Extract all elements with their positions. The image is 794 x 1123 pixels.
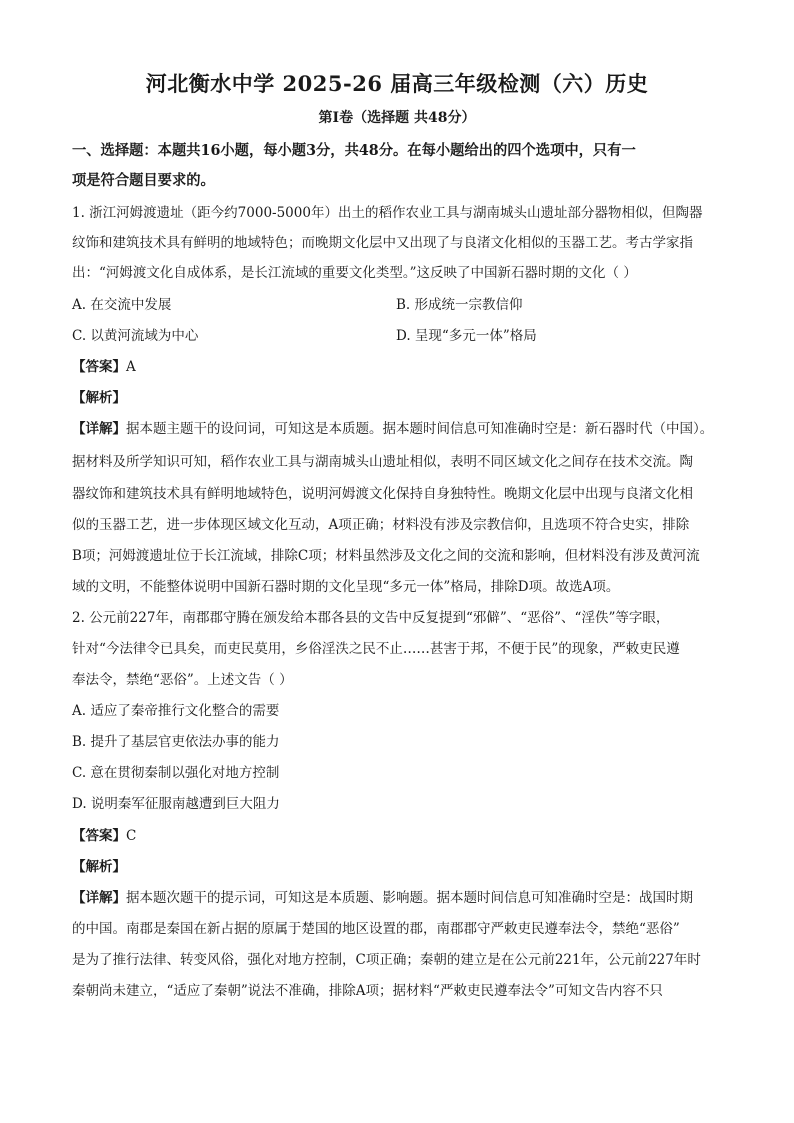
answer-tag: 【答案】 [72,828,126,844]
section-instructions-line2: 项是符合题目要求的。 [72,172,215,189]
q1-stem-line: 纹饰和建筑技术具有鲜明的地域特色；而晚期文化层中又出现了与良渚文化相似的玉器工艺。考古学家指 [72,235,693,251]
q2-option-b: B. 提升了基层官吏依法办事的能力 [72,734,280,750]
q1-detail-line: 域的文明，不能整体说明中国新石器时期的文化呈现“多元一体”格局，排除D项。故选A项。 [72,579,620,595]
q2-detail-line: 秦朝尚未建立，“适应了秦朝”说法不准确，排除A项；据材料“严敕吏民遵奉法令”可知文告内容不只 [72,983,663,999]
q1-option-a: A. 在交流中发展 [72,297,172,313]
q1-detail-line: 【详解】据本题主题干的设问词，可知这是本质题。据本题时间信息可知准确时空是：新石器时代（中国）。 [72,421,714,437]
q1-option-d: D. 呈现“多元一体”格局 [396,328,537,344]
q2-stem-line: 2. 公元前227年，南郡郡守腾在颁发给本郡各县的文告中反复提到“邪僻”、“恶俗”、“淫佚”等字眼， [72,610,670,626]
q1-detail-line: 据材料及所学知识可知，稻作农业工具与湖南城头山遗址相似，表明不同区域文化之间存在技术交流。陶 [72,454,693,470]
q1-detail-line: 器纹饰和建筑技术具有鲜明地域特色，说明河姆渡文化保持自身独特性。晚期文化层中出现与良渚文化相 [72,486,693,502]
q2-answer [72,826,136,846]
answer-tag: 【答案】 [72,359,126,375]
detail-tag: 【详解】 [72,890,126,906]
q1-answer [72,357,136,377]
q1-stem-line: 出：“河姆渡文化自成体系，是长江流域的重要文化类型。”这反映了中国新石器时期的文化（ ） [72,265,637,281]
q2-detail-line: 是为了推行法律、转变风俗，强化对地方控制，C项正确；秦朝的建立是在公元前221年，公元前227年时 [72,952,701,968]
q1-detail-line: 似的玉器工艺，进一步体现区域文化互动，A项正确；材料没有涉及宗教信仰，且选项不符合史实，排除 [72,517,690,533]
exam-title: 河北衡水中学 2025-26 届高三年级检测（六）历史 [145,71,649,96]
exam-subtitle: 第Ⅰ卷（选择题 共48分） [318,110,476,126]
q2-analysis-tag: 【解析】 [72,859,126,875]
section-instructions-line1: 一、选择题：本题共16小题，每小题3分，共48分。在每小题给出的四个选项中，只有一 [72,142,636,159]
q2-stem-line: 针对“今法律令已具矣，而吏民莫用，乡俗淫泆之民不止……甚害于邦，不便于民”的现象，严敕吏民遵 [72,641,680,657]
q1-detail-line: B项；河姆渡遗址位于长江流域，排除C项；材料虽然涉及文化之间的交流和影响，但材料没有涉及黄河流 [72,548,700,564]
q2-detail-line: 【详解】据本题次题干的提示词，可知这是本质题、影响题。据本题时间信息可知准确时空是：战国时期 [72,890,693,906]
answer-value: A [126,359,136,375]
q2-stem-line: 奉法令，禁绝“恶俗”。上述文告（ ） [72,672,293,688]
q1-stem-line: 1. 浙江河姆渡遗址（距今约7000-5000年）出土的稻作农业工具与湖南城头山遗址部分器物相似，但陶器 [72,205,703,221]
q2-detail-line: 的中国。南郡是秦国在新占据的原属于楚国的地区设置的郡，南郡郡守严敕吏民遵奉法令，禁绝“恶俗” [72,921,680,937]
q1-option-b: B. 形成统一宗教信仰 [396,297,523,313]
q2-option-a: A. 适应了秦帝推行文化整合的需要 [72,703,280,719]
q2-option-d: D. 说明秦军征服南越遭到巨大阻力 [72,796,280,812]
q2-option-c: C. 意在贯彻秦制以强化对地方控制 [72,765,280,781]
detail-tag: 【详解】 [72,421,126,437]
answer-value: C [126,828,137,844]
q1-analysis-tag: 【解析】 [72,390,126,406]
q1-option-c: C. 以黄河流域为中心 [72,328,199,344]
